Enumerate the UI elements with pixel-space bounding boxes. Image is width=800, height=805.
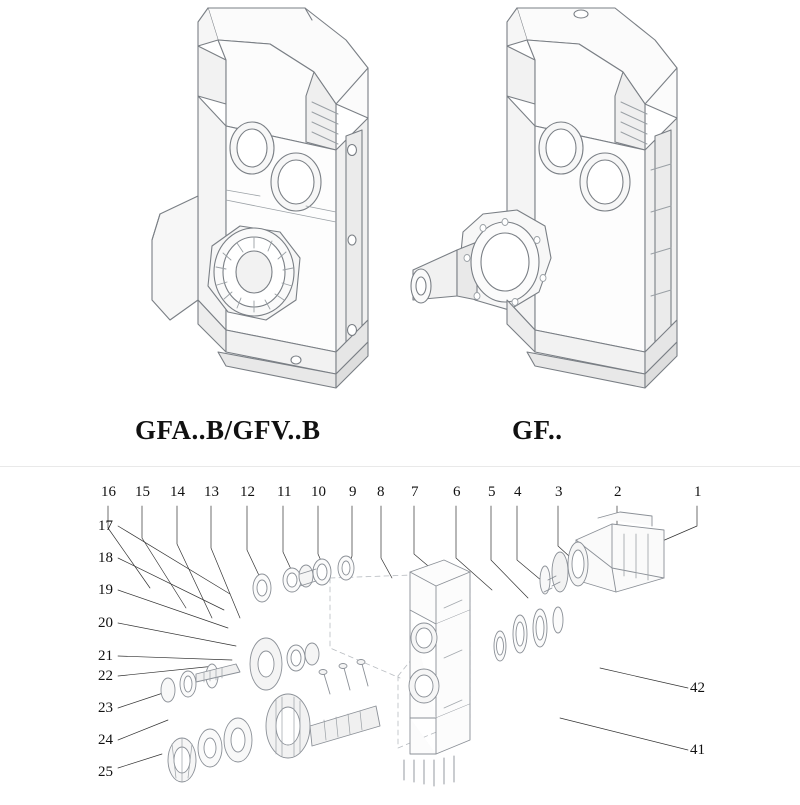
callout-3: 3 [555,484,563,500]
callout-7: 7 [411,484,419,500]
callout-17: 17 [98,518,113,534]
caption-right: GF.. [512,415,563,445]
callout-6: 6 [453,484,461,500]
callout-16: 16 [101,484,116,500]
callout-42: 42 [690,680,705,696]
callout-9: 9 [349,484,357,500]
callout-19: 19 [98,582,113,598]
gearbox-drawing-right [405,0,705,400]
callout-20: 20 [98,615,113,631]
section-divider [0,466,800,467]
callout-8: 8 [377,484,385,500]
callout-11: 11 [277,484,292,500]
callout-12: 12 [240,484,255,500]
exploded-diagram [0,468,800,800]
callout-21: 21 [98,648,113,664]
callout-18: 18 [98,550,113,566]
callout-41: 41 [690,742,705,758]
caption-left: GFA..B/GFV..B [135,415,321,445]
callout-2: 2 [614,484,622,500]
callout-23: 23 [98,700,113,716]
gearbox-drawing-left [100,0,390,400]
callout-14: 14 [170,484,185,500]
callout-1: 1 [694,484,702,500]
callout-22: 22 [98,668,113,684]
callout-24: 24 [98,732,113,748]
callout-4: 4 [514,484,522,500]
callout-5: 5 [488,484,496,500]
callout-15: 15 [135,484,150,500]
callout-10: 10 [311,484,326,500]
callout-25: 25 [98,764,113,780]
callout-13: 13 [204,484,219,500]
